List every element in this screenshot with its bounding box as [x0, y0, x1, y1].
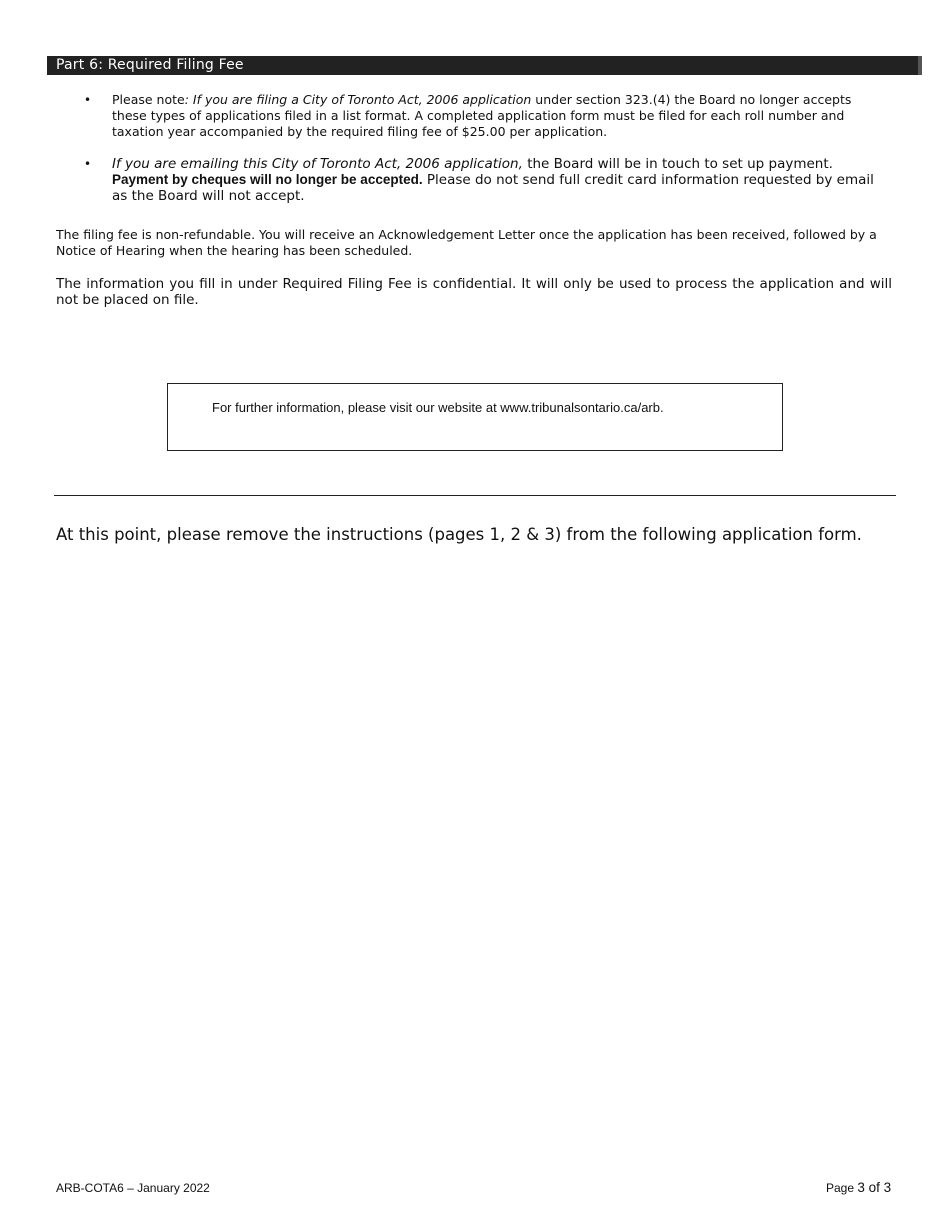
bullet1-rest: under section 323.(4) the Board no longer accepts these types of applications filed in a list format. A completed application form must be filed for each roll number and taxation year accompanied by the required filing fee of $25.00 per application. — [112, 92, 852, 139]
confidential-paragraph: The information you fill in under Required Filing Fee is confidential. It will only be used to process the application and will not be placed on file. — [56, 276, 892, 308]
bullet-icon: • — [84, 93, 92, 107]
info-text: For further information, please visit our website at www.tribunalsontario.ca/arb. — [212, 400, 664, 415]
page-current: 3 — [857, 1180, 865, 1195]
notice-list — [80, 92, 880, 220]
section-header — [47, 56, 922, 75]
bullet2-tail: Please do not send full credit card information requested by email as the Board will not accept. — [112, 172, 874, 204]
bullet1-colon: : — [184, 92, 189, 107]
info-box — [167, 383, 783, 451]
list-item — [80, 92, 880, 140]
bullet2-italic: If you are emailing this City of Toronto Act, 2006 application, — [112, 156, 523, 172]
page-number — [826, 1180, 891, 1195]
page-total: 3 — [883, 1180, 892, 1195]
bullet-icon: • — [84, 157, 92, 171]
bullet2-rest: the Board will be in touch to set up payment. — [522, 156, 833, 172]
list-item — [80, 156, 880, 204]
page-label: Page — [826, 1181, 858, 1195]
section-title: Part 6: Required Filing Fee — [56, 57, 244, 73]
bullet1-lead: Please note — [112, 92, 185, 107]
form-id: ARB-COTA6 – January 2022 — [56, 1181, 210, 1195]
page-of: of — [864, 1180, 884, 1195]
bullet2-bold: Payment by cheques will no longer be accepted. — [112, 172, 423, 187]
refund-paragraph: The filing fee is non-refundable. You will receive an Acknowledgement Letter once the application has been received, followed by a Notice of Hearing when the hearing has been scheduled. — [56, 227, 877, 258]
bullet1-italic: If you are filing a City of Toronto Act, 2006 application — [188, 92, 532, 107]
remove-instructions-note: At this point, please remove the instructions (pages 1, 2 & 3) from the following application form. — [56, 525, 862, 544]
divider — [54, 495, 896, 496]
